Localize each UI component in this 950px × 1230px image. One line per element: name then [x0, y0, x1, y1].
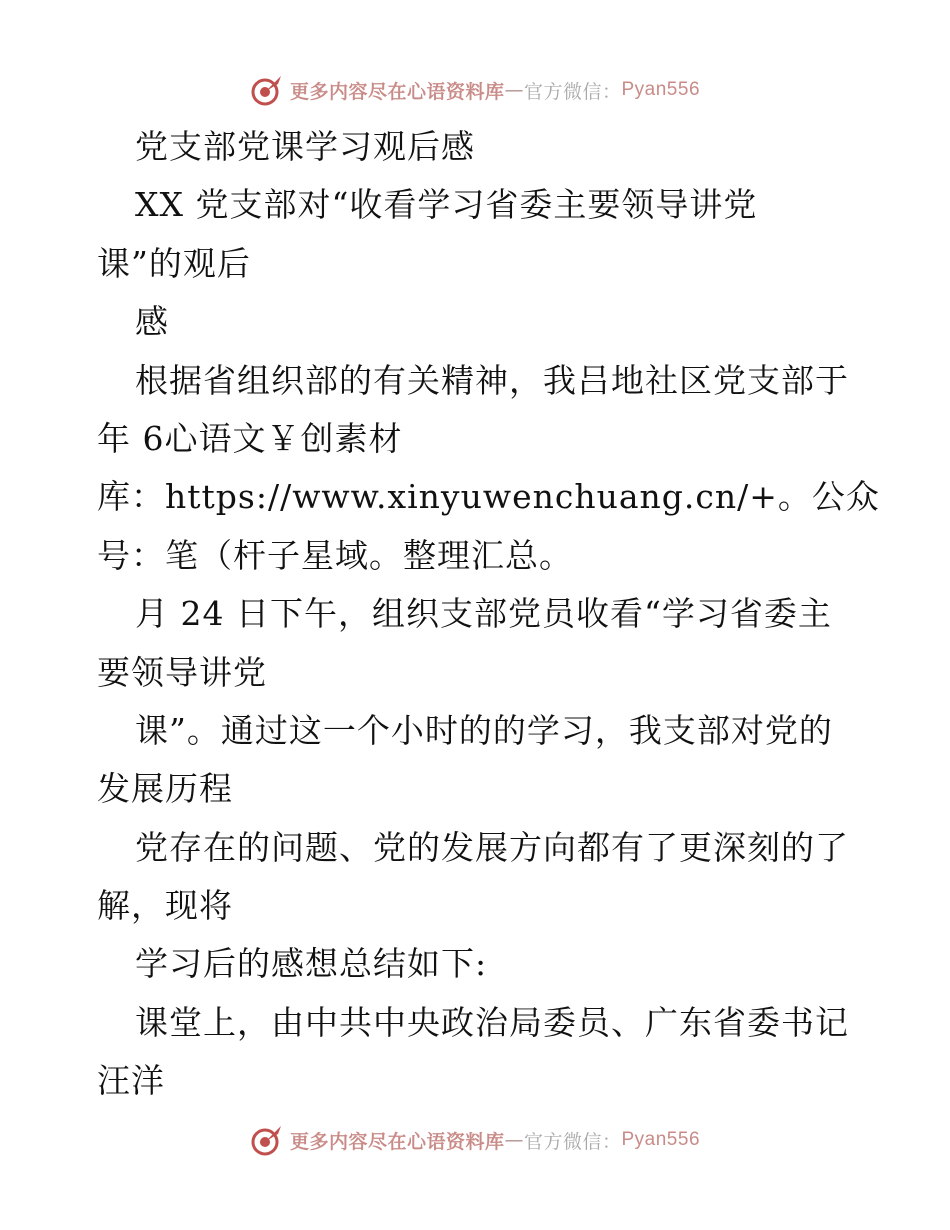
- footer-watermark: [0, 1120, 950, 1160]
- paragraph-line: 解，现将: [97, 886, 233, 926]
- document-title: 党支部党课学习观后感: [135, 127, 475, 166]
- paragraph-line: 年 6心语文￥创素材: [97, 418, 403, 458]
- banner-dash: —: [504, 1129, 524, 1151]
- paragraph-line: 月 24 日下午，组织支部党员收看“学习省委主: [135, 594, 832, 634]
- banner-site-name: 更多内容尽在心语资料库: [289, 1130, 505, 1153]
- quill-logo-icon: [250, 73, 284, 107]
- banner-official-label: 官方微信：: [523, 80, 622, 103]
- paragraph-line: 要领导讲党: [97, 652, 267, 692]
- paragraph-line: 学习后的感想总结如下:: [135, 944, 488, 984]
- paragraph-line: 课”的观后: [97, 243, 251, 283]
- paragraph-line-url: 库：https://www.xinyuwenchuang.cn/+。公众: [97, 477, 880, 517]
- paragraph-line: 感: [135, 302, 169, 342]
- banner-site-name: 更多内容尽在心语资料库: [289, 80, 505, 103]
- paragraph-line: 课”。通过这一个小时的的学习，我支部对党的: [135, 710, 833, 750]
- banner-wechat-id: Pyan556: [621, 79, 701, 100]
- header-watermark: [0, 70, 950, 110]
- quill-logo-icon: [250, 1123, 284, 1157]
- document-body: [97, 118, 880, 1111]
- banner-wechat-id: Pyan556: [621, 1129, 701, 1150]
- paragraph-line: 汪洋: [97, 1061, 165, 1101]
- paragraph-line: 课堂上，由中共中央政治局委员、广东省委书记: [135, 1002, 849, 1042]
- paragraph-line: 党存在的问题、党的发展方向都有了更深刻的了: [135, 827, 849, 867]
- paragraph-line: 发展历程: [97, 769, 233, 809]
- paragraph-line: 根据省组织部的有关精神，我吕地社区党支部于: [135, 360, 849, 400]
- paragraph-line: XX 党支部对“收看学习省委主要领导讲党: [135, 185, 758, 225]
- banner-official-label: 官方微信：: [523, 1130, 622, 1153]
- banner-dash: —: [504, 79, 524, 101]
- paragraph-line: 号：笔（杆子星域。整理汇总。: [97, 535, 573, 575]
